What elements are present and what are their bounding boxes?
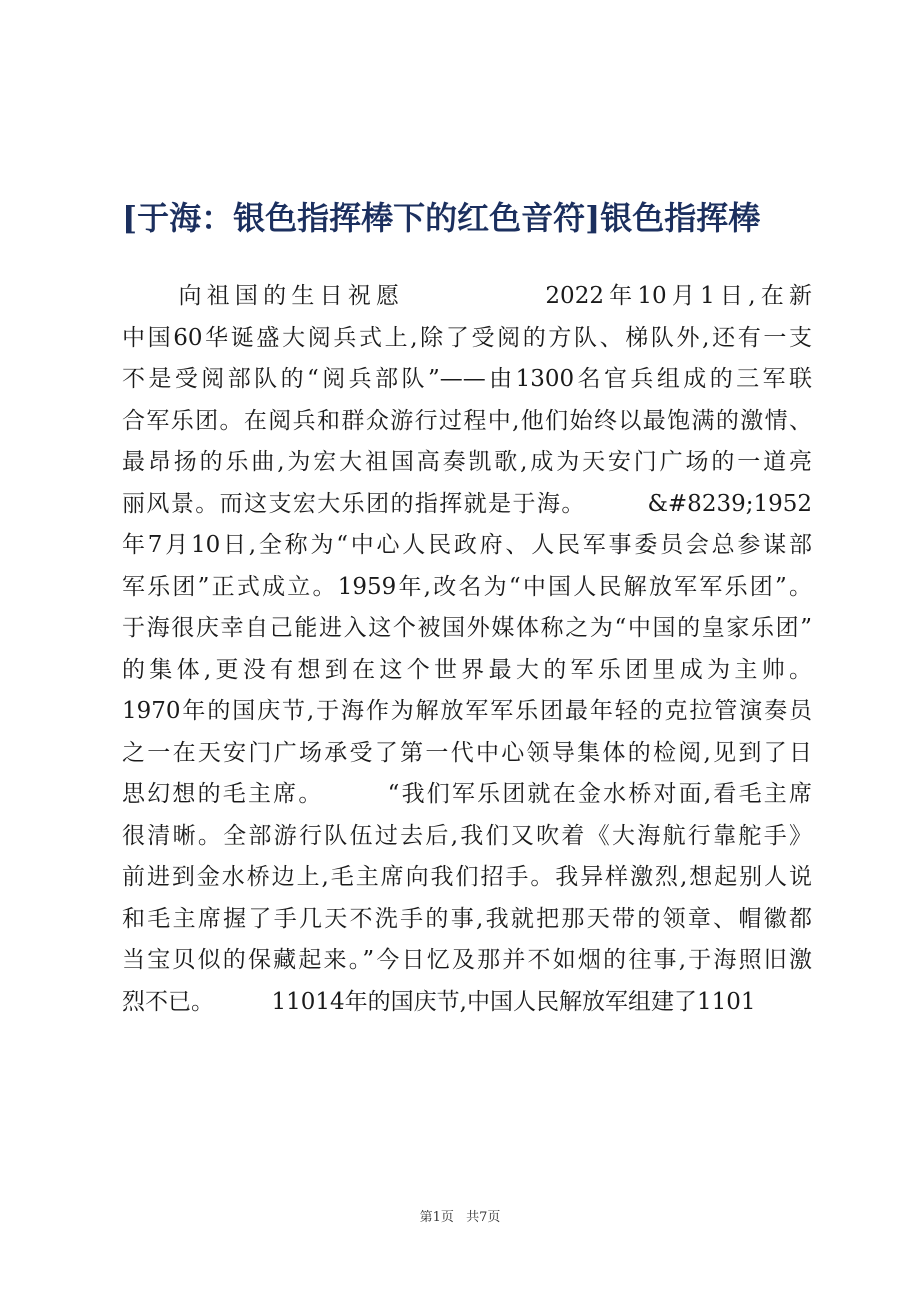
body-line: 之一在天安门广场承受了第一代中心领导集体的检阅,见到了日 xyxy=(122,739,812,766)
body-line: 向祖国的生日祝愿 2022年10月1日,在新 xyxy=(122,283,812,309)
page-total: 共7页 xyxy=(466,1210,501,1225)
body-line: 军乐团”正式成立。1959年,改名为“中国人民解放军军乐团”。 xyxy=(122,573,812,600)
body-line: 丽风景。而这支宏大乐团的指挥就是于海。 &#8239;1952 xyxy=(122,490,812,517)
body-line: 中国60华诞盛大阅兵式上,除了受阅的方队、梯队外,还有一支 xyxy=(122,324,812,351)
page-number: 第1页 xyxy=(419,1210,454,1225)
body-line: 和毛主席握了手几天不洗手的事,我就把那天带的领章、帽徽都 xyxy=(122,905,812,932)
body-line: 很清晰。全部游行队伍过去后,我们又吹着《大海航行靠舵手》 xyxy=(122,822,812,849)
body-line: 不是受阅部队的“阅兵部队”——由1300名官兵组成的三军联 xyxy=(122,366,812,392)
body-line: 1970年的国庆节,于海作为解放军军乐团最年轻的克拉管演奏员 xyxy=(122,698,812,724)
body-line: 最昂扬的乐曲,为宏大祖国高奏凯歌,成为天安门广场的一道亮 xyxy=(122,449,812,475)
body-line: 前进到金水桥边上,毛主席向我们招手。我异样激烈,想起别人说 xyxy=(122,864,812,890)
article-body xyxy=(122,276,812,1023)
body-line: 当宝贝似的保藏起来。”今日忆及那并不如烟的往事,于海照旧激 xyxy=(122,947,812,973)
document-title: [于海：银色指挥棒下的红色音符]银色指挥棒 xyxy=(122,199,761,237)
body-line: 于海很庆幸自己能进入这个被国外媒体称之为“中国的皇家乐团” xyxy=(122,615,812,641)
body-line: 思幻想的毛主席。 “我们军乐团就在金水桥对面,看毛主席 xyxy=(122,781,812,807)
body-line: 的集体,更没有想到在这个世界最大的军乐团里成为主帅。 xyxy=(122,656,812,683)
body-line: 年7月10日,全称为“中心人民政府、人民军事委员会总参谋部 xyxy=(122,532,812,558)
body-line: 合军乐团。在阅兵和群众游行过程中,他们始终以最饱满的激情、 xyxy=(122,407,812,434)
body-line: 烈不已。 11014年的国庆节,中国人民解放军组建了1101 xyxy=(122,988,756,1015)
page-footer xyxy=(0,1206,920,1225)
